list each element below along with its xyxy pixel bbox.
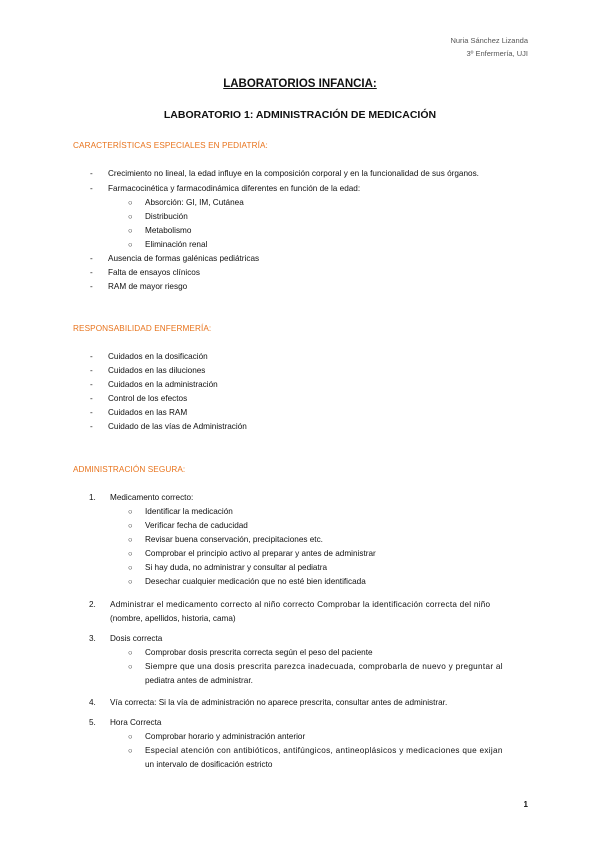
dash-bullet: - [90,366,93,375]
dash-bullet: - [90,282,93,291]
circle-bullet-icon: ○ [128,746,133,755]
item-number: 1. [89,493,96,502]
circle-bullet-icon: ○ [128,732,133,741]
document-page: Nuria Sánchez Lizanda 3º Enfermería, UJI LABORATORIOS INFANCIA: LABORATORIO 1: ADMINISTRACIÓN DE MEDICACIÓN CARACTERÍSTICAS ESPECIALES EN PEDIATRÍA: - Crecimiento no lineal, la edad influye en la composición corporal y en la funcionalidad de sus órganos. - Farmacocinética y farmacodinámica diferentes en función de la edad: ○ Absorción: GI, IM, Cutánea ○ Distribución ○ Metabolismo ○ Eliminación renal - Ausencia de formas galénicas pediátricas - Falta de ensayos clínicos - RAM de mayor riesgo RESPONSABILIDAD ENFERMERÍA: - Cuidados en la dosificación - Cuidados en las diluciones - Cuidados en la administración - Control de los efectos - Cuidados en las RAM - Cuidado de las vías de Administración ADMINISTRACIÓN SEGURA: 1. Medicamento correcto: ○ Identificar la medicación ○ Verificar fecha de caducidad ○ Revisar buena conservación, precipitaciones etc. ○ Comprobar el principio activo al preparar y antes de administrar ○ Si hay duda, no administrar y consultar al pediatra ○ Desechar cualquier medicación que no esté bien identificada 2. Administrar el medicamento correcto al niño correcto Comprobar la identificación correcta del niño (nombre, apellidos, historia, cama) 3. Dosis correcta ○ Comprobar dosis prescrita correcta según el peso del paciente ○ Siempre que una dosis prescrita parezca inadecuada, comprobarla de nuevo y preguntar al pediatra antes de administrar. 4. Vía correcta: Si la vía de administración no aparece prescrita, consultar antes de administrar. 5. Hora Correcta ○ Comprobar horario y administración anterior ○ Especial atención con antibióticos, antifúngicos, antineoplásicos y medicaciones que exijan un intervalo de dosificación estricto 1 [0,0,600,848]
circle-bullet-icon: ○ [128,240,133,249]
dash-bullet: - [90,380,93,389]
dash-bullet: - [90,184,93,193]
page-title: LABORATORIOS INFANCIA: [223,78,377,90]
circle-bullet-icon: ○ [128,198,133,207]
dash-bullet: - [90,254,93,263]
circle-bullet-icon: ○ [128,212,133,221]
dash-bullet: - [90,169,93,178]
page-subtitle: LABORATORIO 1: ADMINISTRACIÓN DE MEDICACIÓN [163,109,437,121]
circle-bullet-icon: ○ [128,549,133,558]
circle-bullet-icon: ○ [128,648,133,657]
circle-bullet-icon: ○ [128,563,133,572]
circle-bullet-icon: ○ [128,521,133,530]
item-number: 3. [89,634,96,643]
circle-bullet-icon: ○ [128,662,133,671]
header-course: 3º Enfermería, UJI [466,49,528,58]
header-author: Nuria Sánchez Lizanda [450,36,528,45]
dash-bullet: - [90,422,93,431]
section-heading-segura: ADMINISTRACIÓN SEGURA: [73,465,186,474]
section-heading-caracteristicas: CARACTERÍSTICAS ESPECIALES EN PEDIATRÍA: [73,141,268,150]
page-number: 1 [523,800,528,809]
circle-bullet-icon: ○ [128,226,133,235]
dash-bullet: - [90,408,93,417]
section-heading-responsabilidad: RESPONSABILIDAD ENFERMERÍA: [73,324,212,333]
item-number: 2. [89,600,96,609]
circle-bullet-icon: ○ [128,577,133,586]
dash-bullet: - [90,268,93,277]
item-number: 5. [89,718,96,727]
circle-bullet-icon: ○ [128,507,133,516]
circle-bullet-icon: ○ [128,535,133,544]
dash-bullet: - [90,394,93,403]
item-number: 4. [89,698,96,707]
dash-bullet: - [90,352,93,361]
